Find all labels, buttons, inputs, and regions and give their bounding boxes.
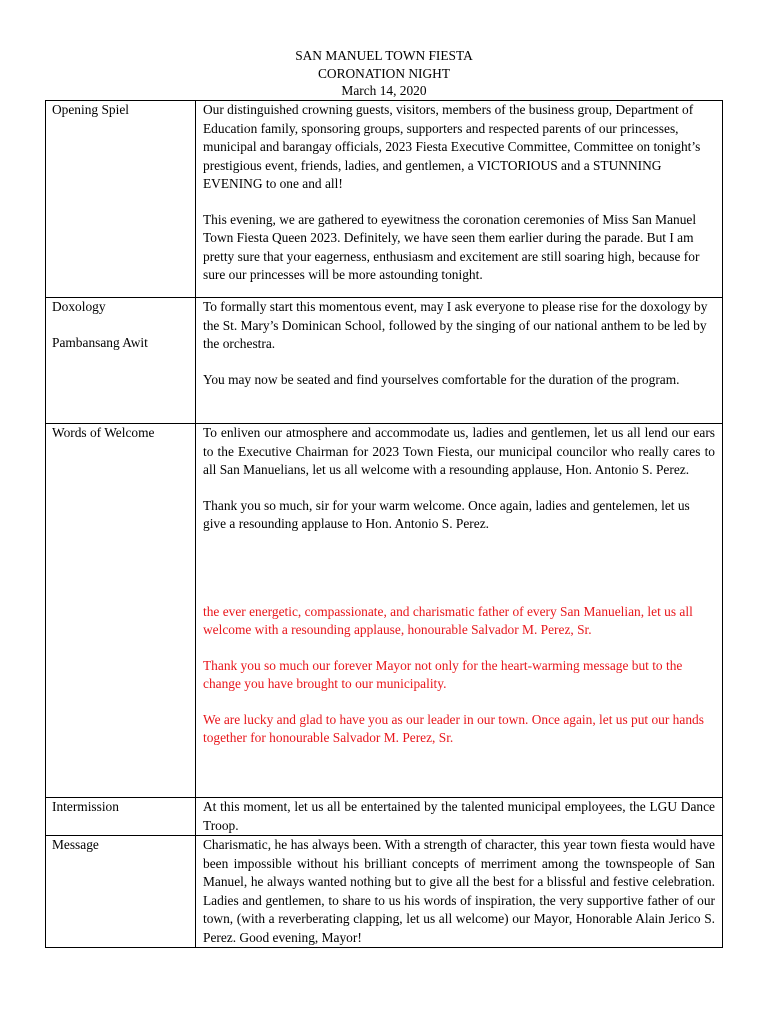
event-subtitle: CORONATION NIGHT (317, 65, 451, 81)
row-label-cell (46, 798, 196, 836)
program-table (45, 100, 723, 948)
paragraph: To enliven our atmosphere and accommodate us, ladies and gentlemen, let us all lend our ears to the Executive Chairman for 2023 Town Fiesta, our municipal councilor who really cares to all San Manuelians, let us all welcome with a resounding applause, Hon. Antonio S. Perez. (203, 425, 715, 477)
paragraph-red: We are lucky and glad to have you as our leader in our town. Once again, let us put our hands together for honourable Salvador M. Perez, Sr. (203, 711, 704, 745)
paragraph: Our distinguished crowning guests, visitors, members of the business group, Department of Education family, sponsoring groups, supporters and respected parents of our princesses, municipal and barangay officials, 2023 Fiesta Executive Committee, Committee on tonight’s prestigious event, friends, ladies, and gentlemen, a VICTORIOUS and a STUNNING EVENING to one and all! (203, 102, 701, 191)
row-label: Intermission (52, 799, 119, 814)
paragraph: Thank you so much, sir for your warm welcome. Once again, ladies and gentelemen, let us give a resounding applause to Hon. Antonio S. Perez. (203, 497, 690, 531)
row-content-cell (196, 298, 723, 424)
table-row (46, 424, 723, 798)
row-label: Opening Spiel (52, 102, 129, 117)
row-content-cell (196, 798, 723, 836)
row-label: Words of Welcome (52, 425, 155, 440)
event-title: SAN MANUEL TOWN FIESTA (295, 48, 473, 63)
row-label-cell (46, 836, 196, 948)
table-row (46, 836, 723, 948)
paragraph: To formally start this momentous event, may I ask everyone to please rise for the doxology by the St. Mary’s Dominican School, followed by the singing of our national anthem to be led by the orchestra. (203, 299, 708, 351)
row-label: Doxology (52, 299, 106, 314)
paragraph-red: the ever energetic, compassionate, and charismatic father of every San Manuelian, let us all welcome with a resounding applause, honourable Salvador M. Perez, Sr. (203, 603, 693, 637)
row-content-cell (196, 101, 723, 298)
document-header (0, 47, 768, 100)
event-date: March 14, 2020 (341, 83, 427, 98)
paragraph: At this moment, let us all be entertained by the talented municipal employees, the LGU Dance Troop. (203, 799, 715, 833)
row-label: Message (52, 837, 99, 852)
row-content-cell (196, 424, 723, 798)
table-row (46, 798, 723, 836)
paragraph: Charismatic, he has always been. With a strength of character, this year town fiesta would have been impossible without his brilliant concepts of merriment among the townspeople of San Manuel, he always wanted nothing but to give all the best for a blissful and festive celebration. Ladies and gentlemen, to share to us his words of inspiration, the very supportive father of our town, (with a reverberating clapping, let us all welcome) our Mayor, Honorable Alain Jerico S. Perez. Good evening, Mayor! (203, 837, 715, 945)
table-row (46, 101, 723, 298)
row-label-cell (46, 424, 196, 798)
row-label-cell (46, 298, 196, 424)
table-row (46, 298, 723, 424)
row-label: Pambansang Awit (52, 334, 148, 350)
paragraph: This evening, we are gathered to eyewitness the coronation ceremonies of Miss San Manuel Town Fiesta Queen 2023. Definitely, we have seen them earlier during the parade. But I am pretty sure that your eagerness, enthusiasm and excitement are still soaring high, because for sure our princesses will be more astounding tonight. (203, 211, 700, 282)
row-content-cell (196, 836, 723, 948)
paragraph-red: Thank you so much our forever Mayor not only for the heart-warming message but to the change you have brought to our municipality. (203, 657, 683, 691)
row-label-cell (46, 101, 196, 298)
paragraph: You may now be seated and find yourselves comfortable for the duration of the program. (203, 371, 680, 387)
